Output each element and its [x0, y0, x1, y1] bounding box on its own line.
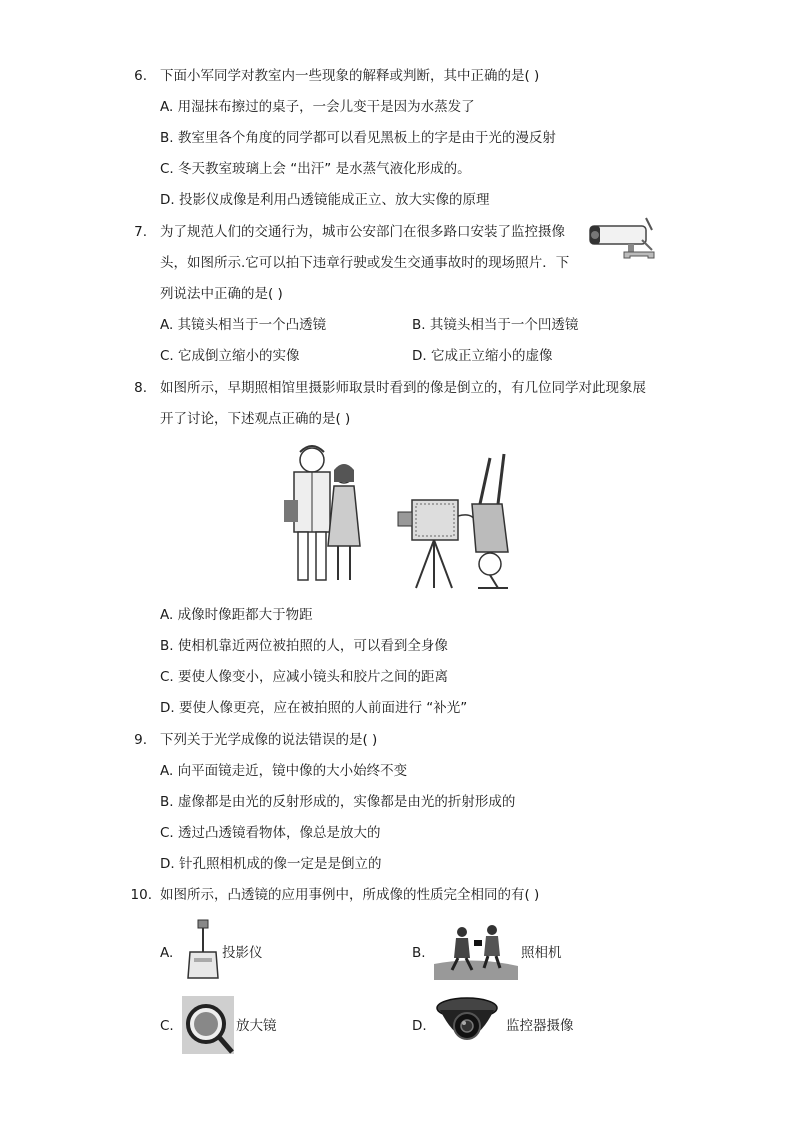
question-10-number: 10.: [130, 887, 152, 903]
question-9-option-a[interactable]: A. 向平面镜走近，镜中像的大小始终不变: [160, 763, 408, 779]
question-9-stem: 下列关于光学成像的说法错误的是( ): [160, 732, 378, 748]
question-10-option-a-label[interactable]: 投影仪: [222, 945, 263, 961]
question-7-option-a[interactable]: A. 其镜头相当于一个凸透镜: [160, 317, 327, 333]
question-9-option-c[interactable]: C. 透过凸透镜看物体，像总是放大的: [160, 825, 381, 841]
question-9-option-b[interactable]: B. 虚像都是由光的反射形成的，实像都是由光的折射形成的: [160, 794, 516, 810]
question-6-option-c[interactable]: C. 冬天教室玻璃上会 “出汗” 是水蒸气液化形成的。: [160, 161, 471, 177]
photographers-icon: [434, 922, 518, 980]
question-6-number: 6.: [134, 68, 147, 84]
magnifier-icon: [182, 996, 234, 1054]
question-10-option-c-letter[interactable]: C.: [160, 1018, 174, 1034]
question-9-option-d[interactable]: D. 针孔照相机成的像一定是是倒立的: [160, 856, 382, 872]
question-9-number: 9.: [134, 732, 147, 748]
projector-icon: [186, 918, 220, 982]
question-8-stem-line-1: 如图所示，早期照相馆里摄影师取景时看到的像是倒立的，有几位同学对此现象展: [160, 380, 646, 396]
question-6-option-d[interactable]: D. 投影仪成像是利用凸透镜能成正立、放大实像的原理: [160, 192, 490, 208]
question-8-option-d[interactable]: D. 要使人像更亮，应在被拍照的人前面进行 “补光”: [160, 700, 468, 716]
question-7-option-d[interactable]: D. 它成正立缩小的虚像: [412, 348, 553, 364]
question-10-option-b-letter[interactable]: B.: [412, 945, 426, 961]
question-8-option-b[interactable]: B. 使相机靠近两位被拍照的人，可以看到全身像: [160, 638, 448, 654]
question-7-stem-line-2: 头，如图所示.它可以拍下违章行驶或发生交通事故时的现场照片．下: [160, 255, 570, 271]
question-10-option-c-label[interactable]: 放大镜: [236, 1018, 277, 1034]
question-6-option-a[interactable]: A. 用湿抹布擦过的桌子，一会儿变干是因为水蒸发了: [160, 99, 475, 115]
old-camera-inverted-image-illustration: [276, 442, 522, 592]
question-10-option-a-letter[interactable]: A.: [160, 945, 174, 961]
question-7-stem-line-3: 列说法中正确的是( ): [160, 286, 283, 302]
question-8-number: 8.: [134, 380, 147, 396]
question-6-stem: 下面小军同学对教室内一些现象的解释或判断，其中正确的是( ): [160, 68, 540, 84]
question-8-option-c[interactable]: C. 要使人像变小，应减小镜头和胶片之间的距离: [160, 669, 449, 685]
question-7-option-c[interactable]: C. 它成倒立缩小的实像: [160, 348, 300, 364]
question-8-stem-line-2: 开了讨论，下述观点正确的是( ): [160, 411, 351, 427]
question-7-option-b[interactable]: B. 其镜头相当于一个凹透镜: [412, 317, 579, 333]
question-10-stem: 如图所示，凸透镜的应用事例中，所成像的性质完全相同的有( ): [160, 887, 540, 903]
question-8-option-a[interactable]: A. 成像时像距都大于物距: [160, 607, 313, 623]
surveillance-camera-icon: [588, 214, 660, 260]
question-10-option-d-letter[interactable]: D.: [412, 1018, 427, 1034]
question-7-number: 7.: [134, 224, 147, 240]
question-10-option-b-label[interactable]: 照相机: [521, 945, 562, 961]
question-6-option-b[interactable]: B. 教室里各个角度的同学都可以看见黑板上的字是由于光的漫反射: [160, 130, 556, 146]
dome-camera-icon: [434, 994, 500, 1056]
question-10-option-d-label[interactable]: 监控器摄像: [506, 1018, 574, 1034]
question-7-stem-line-1: 为了规范人们的交通行为，城市公安部门在很多路口安装了监控摄像: [160, 224, 565, 240]
